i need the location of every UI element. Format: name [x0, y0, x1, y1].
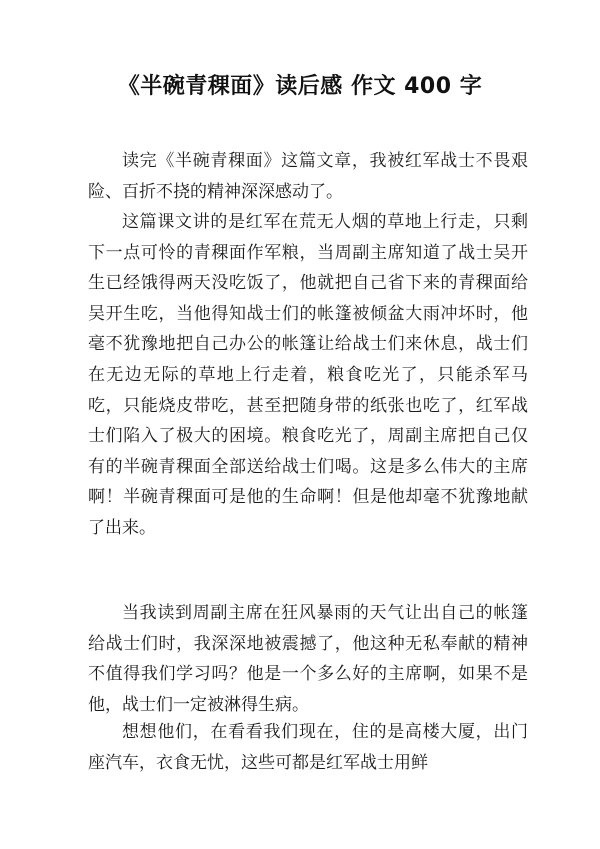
paragraph-4: 想想他们，在看看我们现在，住的是高楼大厦，出门座汽车，衣食无忧，这些可都是红军战士用鲜: [88, 722, 528, 773]
paragraph-2: 这篇课文讲的是红军在荒无人烟的草地上行走，只剩下一点可怜的青稞面作军粮，当周副主席知道了战士吴开生已经饿得两天没吃饭了，他就把自己省下来的青稞面给吴开生吃，当他得知战士们的帐篷被倾盆大雨冲坏时，他毫不犹豫地把自己办公的帐篷让给战士们来休息，战士们在无边无际的草地上行走着，粮食吃光了，只能杀军马吃，只能烧皮带吃，甚至把随身带的纸张也吃了，红军战士们陷入了极大的困境。粮食吃光了，周副主席把自己仅有的半碗青稞面全部送给战士们喝。这是多么伟大的主席啊！半碗青稞面可是他的生命啊！但是他却毫不犹豫地献了出来。: [88, 212, 528, 538]
paragraph-3: 当我读到周副主席在狂风暴雨的天气让出自己的帐篷给战士们时，我深深地被震撼了，他这种无私奉献的精神不值得我们学习吗？他是一个多么好的主席啊，如果不是他，战士们一定被淋得生病。: [88, 603, 528, 715]
document-title: 《半碗青稞面》读后感 作文 400 字: [117, 74, 483, 99]
paragraph-1: 读完《半碗青稞面》这篇文章，我被红军战士不畏艰险、百折不挠的精神深深感动了。: [88, 151, 528, 202]
